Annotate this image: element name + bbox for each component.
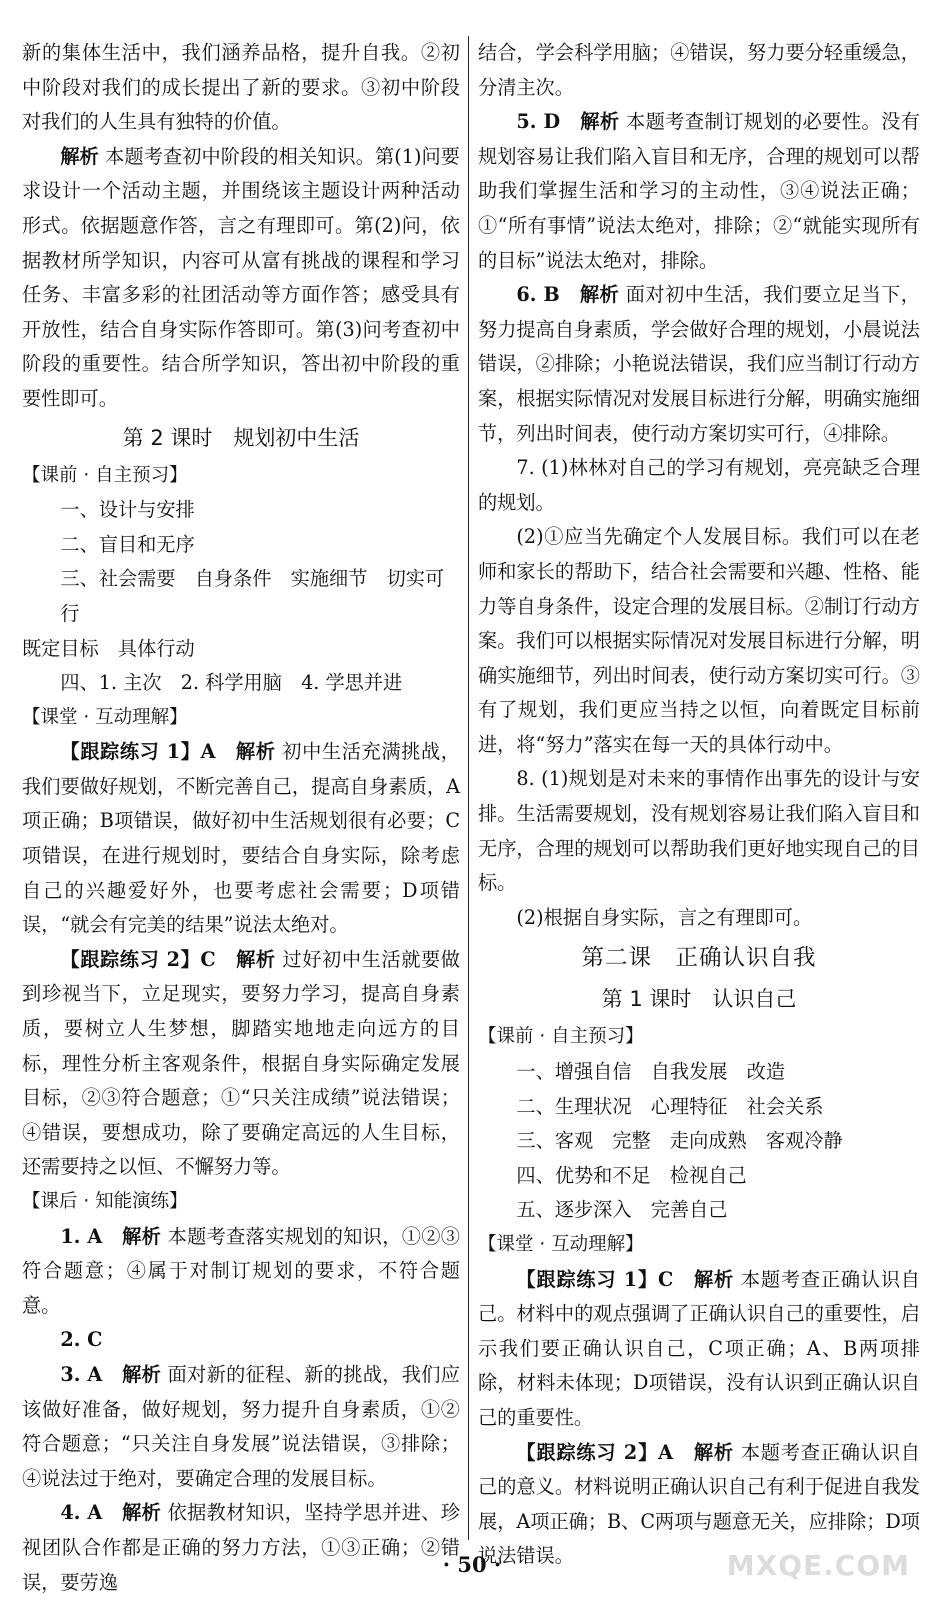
lesson-title: 第 1 课时 认识自己 [601, 987, 797, 1012]
question-text: 本题考查落实规划的知识，①②③符合题意；④属于对制订规划的要求，不符合题意。 [22, 1224, 460, 1317]
exercise-text: 本题考查正确认识自己。材料中的观点强调了正确认识自己的重要性，启示我们要正确认识自己，C项正确；A、B两项排除，材料未体现；D项错误，没有认识到正确认识自己的重要性。 [478, 1267, 920, 1429]
section-header: 【课前 · 自主预习】 [22, 464, 188, 486]
question-text: 面对初中生活，我们要立足当下，努力提高自身素质，学会做好合理的规划，小晨说法错误，②排除；小艳说法错误，我们应当制订行动方案，根据实际情况对发展目标进行分解，明确实施细节，列出时间表，使行动方案切实可行，④排除。 [478, 283, 920, 445]
question-paragraph: (2)①应当先确定个人发展目标。我们可以在老师和家长的帮助下，结合社会需要和兴趣、性格、能力等自身条件，设定合理的发展目标。②制订行动方案。我们可以根据实际情况对发展目标进行分解，明确实施细节，列出时间表，使行动方案切实可行。③有了规划，我们更应当持之以恒，向着既定目标前进，将“努力”落实在每一天的具体行动中。 [478, 525, 920, 756]
section-header: 【课前 · 自主预习】 [478, 1026, 644, 1048]
exercise-label: 【跟踪练习 2】A 解析 [516, 1440, 734, 1464]
analysis-text: 本题考查初中阶段的相关知识。第(1)问要求设计一个活动主题，并围绕该主题设计两种活动形式。依据题意作答，言之有理即可。第(2)问，依据教材所学知识，内容可从富有挑战的课程和学习任务、丰富多彩的社团活动等方面作答；感受具有开放性，结合自身实际作答即可。第(3)问考查初中阶段的重要性。结合所学知识，答出初中阶段的重要性即可。 [22, 144, 460, 410]
question-paragraph [478, 278, 920, 451]
question-label: 1. A 解析 [60, 1224, 162, 1248]
answer-line: 二、生理状况 心理特征 社会关系 [516, 1094, 824, 1118]
chapter-title: 第二课 正确认识自我 [581, 945, 817, 972]
section-header: 【课后 · 知能演练】 [22, 1191, 188, 1212]
question-paragraph: 2. C [60, 1328, 103, 1352]
question-text: 本题考查制订规划的必要性。没有规划容易让我们陷入盲目和无序，合理的规划可以帮助我们掌握生活和学习的主动性，③④说法正确；①“所有事情”说法太绝对，排除；②“就能实现所有的目标”说法太绝对，排除。 [478, 110, 920, 272]
exercise-label: 【跟踪练习 1】C 解析 [516, 1267, 734, 1291]
watermark-text: MXQE.COM [726, 1549, 910, 1582]
question-paragraph [22, 1358, 460, 1496]
lesson-title: 第 2 课时 规划初中生活 [122, 425, 360, 450]
paragraph: 新的集体生活中，我们涵养品格，提升自我。②初中阶段对我们的成长提出了新的要求。③初中阶段对我们的人生具有独特的价值。 [22, 41, 460, 134]
answer-line: 四、优势和不足 检视自己 [516, 1163, 747, 1187]
exercise-paragraph [22, 735, 460, 943]
question-paragraph [22, 1220, 460, 1324]
left-column [22, 36, 460, 1600]
answer-line: 三、社会需要 自身条件 实施细节 切实可行 [60, 567, 445, 625]
question-text: 依据教材知识，坚持学思并进、珍视团队合作都是正确的努力方法，①③正确；②错误，要劳逸 [22, 1501, 460, 1594]
exercise-text: 过好初中生活就要做到珍视当下，立足现实，要努力学习，提高自身素质，要树立人生梦想，脚踏实地地走向远方的目标，理性分析主客观条件，根据自身实际确定发展目标，②③符合题意；①“只关注成绩”说法错误；④错误，要想成功，除了要确定高远的人生目标，还需要持之以恒、不懈努力等。 [22, 947, 460, 1179]
exercise-paragraph [22, 943, 460, 1185]
question-label: 6. B 解析 [516, 283, 620, 307]
answer-line: 二、盲目和无序 [60, 532, 195, 556]
question-text: 面对新的征程、新的挑战，我们应该做好准备，做好规划，努力提升自身素质，①②符合题意；“只关注自身发展”说法错误，③排除；④说法过于绝对，要确定合理的发展目标。 [22, 1362, 460, 1490]
answer-line: 五、逐步深入 完善自己 [516, 1198, 728, 1222]
watermark-logo [710, 1512, 910, 1582]
question-paragraph [478, 105, 920, 278]
answer-line: 三、客观 完整 走向成熟 客观冷静 [516, 1129, 843, 1153]
exercise-paragraph [478, 1263, 920, 1436]
right-column [478, 36, 920, 1574]
question-paragraph: (2)根据自身实际，言之有理即可。 [516, 905, 813, 929]
column-divider [468, 36, 469, 1540]
answer-line: 一、增强自信 自我发展 改造 [516, 1060, 786, 1084]
question-label: 3. A 解析 [60, 1362, 162, 1386]
answer-line: 四、1. 主次 2. 科学用脑 4. 学思并进 [60, 671, 403, 695]
page-number: · 50 · [442, 1552, 502, 1577]
question-label: 4. A 解析 [60, 1501, 162, 1525]
answer-line: 既定目标 具体行动 [22, 636, 195, 660]
exercise-label: 【跟踪练习 2】C 解析 [60, 947, 276, 971]
paragraph: 结合，学会科学用脑；④错误，努力要分轻重缓急，分清主次。 [478, 41, 920, 99]
section-header: 【课堂 · 互动理解】 [22, 706, 188, 728]
analysis-label: 解析 [60, 144, 99, 168]
exercise-label: 【跟踪练习 1】A 解析 [60, 740, 276, 764]
question-paragraph: 8. (1)规划是对未来的事情作出事先的设计与安排。生活需要规划，没有规划容易让我们陷入盲目和无序，合理的规划可以帮助我们更好地实现自己的目标。 [478, 767, 920, 895]
section-header: 【课堂 · 互动理解】 [478, 1234, 644, 1255]
exercise-text: 本题考查正确认识自己的意义。材料说明正确认识自己有利于促进自我发展，A项正确；B、C两项与题意无关，应排除；D项说法错误。 [478, 1440, 920, 1568]
exercise-text: 初中生活充满挑战，我们要做好规划，不断完善自己，提高自身素质，A项正确；B项错误，做好初中生活规划很有必要；C项错误，在进行规划时，要结合自身实际，除考虑自己的兴趣爱好外，也要考虑社会需要；D项错误，“就会有完美的结果”说法太绝对。 [22, 740, 460, 937]
question-paragraph [22, 1496, 460, 1600]
analysis-paragraph [22, 140, 460, 417]
answer-line: 一、设计与安排 [60, 498, 195, 522]
question-paragraph: 7. (1)林林对自己的学习有规划，亮亮缺乏合理的规划。 [478, 456, 920, 514]
question-label: 5. D 解析 [516, 110, 620, 134]
